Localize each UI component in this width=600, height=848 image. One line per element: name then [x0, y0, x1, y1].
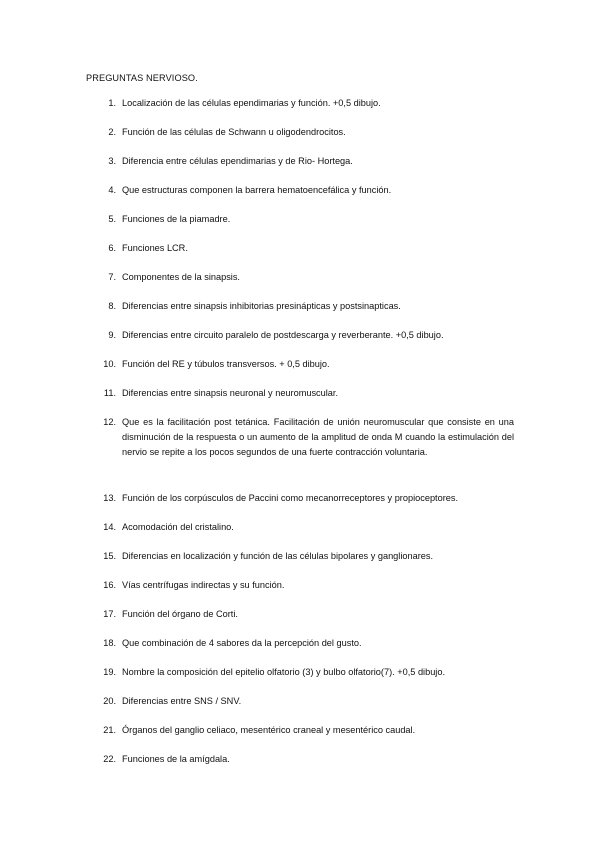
question-text: Diferencias en localización y función de las células bipolares y ganglionares.: [122, 551, 434, 561]
question-number: 18.: [103, 638, 116, 648]
question-text: Acomodación del cristalino.: [122, 522, 234, 532]
list-item: [0, 694, 600, 723]
question-number: 16.: [103, 580, 116, 590]
list-item: [0, 386, 600, 415]
question-list: [0, 96, 600, 781]
question-number: 17.: [103, 609, 116, 619]
question-number: 19.: [103, 667, 116, 677]
list-item: [0, 607, 600, 636]
list-item: [0, 578, 600, 607]
question-number: 8.: [108, 301, 116, 311]
question-text: Funciones LCR.: [122, 243, 188, 253]
list-item: [0, 183, 600, 212]
question-number: 15.: [103, 551, 116, 561]
question-text: Diferencias entre sinapsis neuronal y neuromuscular.: [122, 388, 339, 398]
question-number: 9.: [108, 330, 116, 340]
list-item: [0, 328, 600, 357]
list-item: [0, 212, 600, 241]
question-number: 7.: [108, 272, 116, 282]
question-text: Diferencias entre circuito paralelo de postdescarga y reverberante. +0,5 dibujo.: [122, 330, 444, 340]
question-text: Función del RE y túbulos transversos. + 0,5 dibujo.: [122, 359, 330, 369]
list-item: [0, 665, 600, 694]
list-item: [0, 241, 600, 270]
question-text: Que es la facilitación post tetánica. Facilitación de unión neuromuscular que consiste en una disminución de la respuesta o un aumento de la amplitud de onda M cuando la estimulación del nervio se repite a los pocos segundos de una fuerte contracción voluntaria.: [122, 417, 514, 457]
question-number: 12.: [103, 417, 116, 427]
question-text: Funciones de la piamadre.: [122, 214, 231, 224]
list-item: [0, 299, 600, 328]
list-item: [0, 520, 600, 549]
question-number: 21.: [103, 725, 116, 735]
question-text: Funciones de la amígdala.: [122, 754, 230, 764]
question-number: 6.: [108, 243, 116, 253]
question-text: Vías centrífugas indirectas y su función.: [122, 580, 285, 590]
question-text: Localización de las células ependimarias y función. +0,5 dibujo.: [122, 98, 381, 108]
question-text: Nombre la composición del epitelio olfatorio (3) y bulbo olfatorio(7). +0,5 dibujo.: [122, 667, 446, 677]
question-text: Función del órgano de Corti.: [122, 609, 238, 619]
question-text: Que estructuras componen la barrera hematoencefálica y función.: [122, 185, 392, 195]
question-number: 5.: [108, 214, 116, 224]
list-item: [0, 723, 600, 752]
document-title: PREGUNTAS NERVIOSO.: [86, 73, 198, 83]
question-text: Diferencias entre SNS / SNV.: [122, 696, 242, 706]
list-item: [0, 491, 600, 520]
question-number: 10.: [103, 359, 116, 369]
question-number: 11.: [103, 388, 116, 398]
question-text: Función de los corpúsculos de Paccini como mecanorreceptores y propioceptores.: [122, 493, 459, 503]
list-item: [0, 154, 600, 183]
list-item: [0, 636, 600, 665]
question-text: Componentes de la sinapsis.: [122, 272, 240, 282]
list-item: [0, 96, 600, 125]
question-number: 14.: [103, 522, 116, 532]
question-number: 22.: [103, 754, 116, 764]
question-text: Diferencia entre células ependimarias y de Rio- Hortega.: [122, 156, 353, 166]
list-item: [0, 357, 600, 386]
question-text: Función de las células de Schwann u oligodendrocitos.: [122, 127, 346, 137]
list-item: [0, 270, 600, 299]
question-number: 13.: [103, 493, 116, 503]
question-text: Que combinación de 4 sabores da la percepción del gusto.: [122, 638, 362, 648]
question-number: 2.: [108, 127, 116, 137]
question-text: Diferencias entre sinapsis inhibitorias presinápticas y postsinapticas.: [122, 301, 401, 311]
question-number: 20.: [103, 696, 116, 706]
list-item: [0, 125, 600, 154]
list-item: [0, 415, 600, 491]
question-text: Órganos del ganglio celiaco, mesentérico craneal y mesentérico caudal.: [122, 725, 416, 735]
question-number: 3.: [108, 156, 116, 166]
list-item: [0, 752, 600, 781]
question-number: 4.: [108, 185, 116, 195]
list-item: [0, 549, 600, 578]
question-number: 1.: [108, 98, 116, 108]
